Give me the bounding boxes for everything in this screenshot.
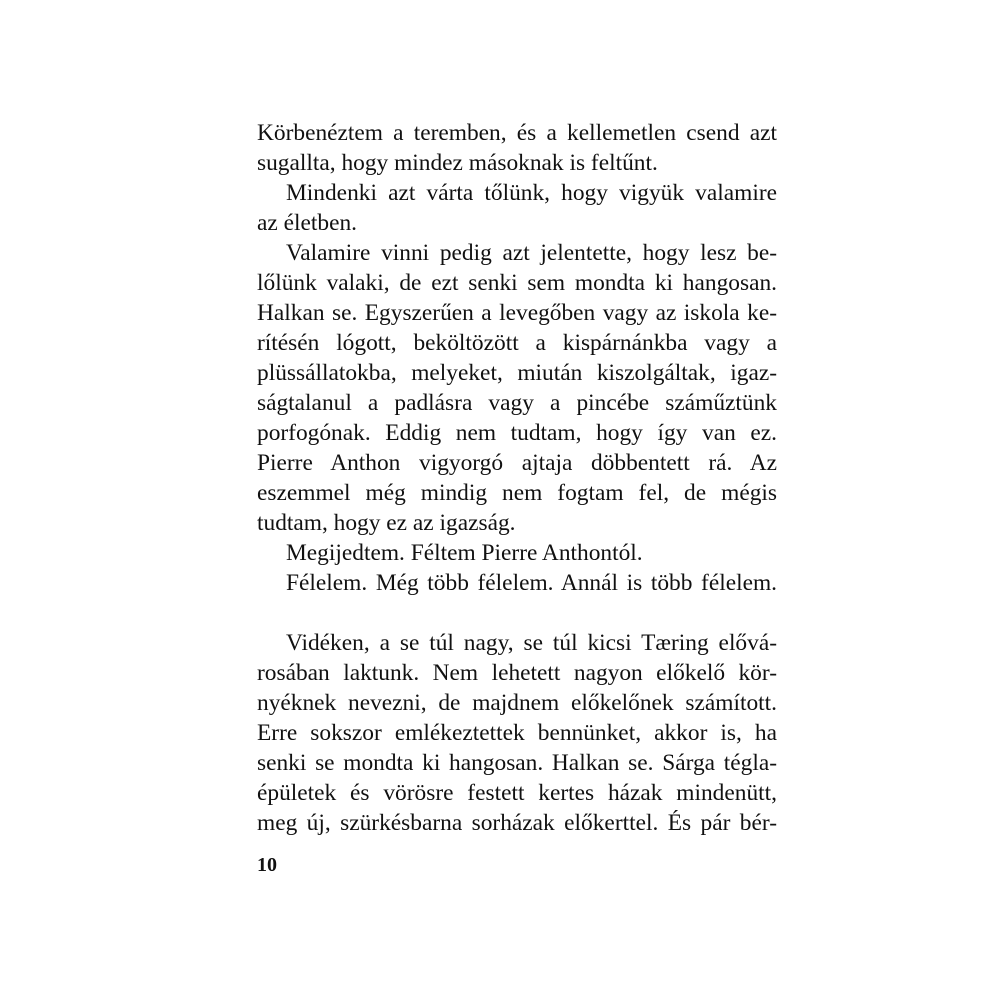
text-line: rítésén lógott, beköltözött a kispárnánkba vagy a xyxy=(257,330,777,356)
text-line: az életben. xyxy=(257,210,357,236)
text-line: Erre sokszor emlékeztettek bennünket, akkor is, ha xyxy=(257,720,777,746)
text-line: Megijedtem. Féltem Pierre Anthontól. xyxy=(286,540,643,566)
text-line: Valamire vinni pedig azt jelentette, hogy lesz be- xyxy=(286,240,777,266)
text-line: épületek és vörösre festett kertes házak mindenütt, xyxy=(257,780,777,806)
text-line: nyéknek nevezni, de majdnem előkelőnek számított. xyxy=(257,690,777,716)
text-line: tudtam, hogy ez az igazság. xyxy=(257,510,516,536)
text-line: ságtalanul a padlásra vagy a pincébe száműztünk xyxy=(257,390,777,416)
text-line: Vidéken, a se túl nagy, se túl kicsi Tæring elővá- xyxy=(286,630,777,656)
text-line: rosában laktunk. Nem lehetett nagyon előkelő kör- xyxy=(257,660,777,686)
page-number: 10 xyxy=(257,854,277,876)
text-line: porfogónak. Eddig nem tudtam, hogy így van ez. xyxy=(257,420,777,446)
text-line: Félelem. Még több félelem. Annál is több félelem. xyxy=(286,570,777,596)
text-line: Halkan se. Egyszerűen a levegőben vagy az iskola ke- xyxy=(257,300,777,326)
text-line: Pierre Anthon vigyorgó ajtaja döbbentett rá. Az xyxy=(257,450,777,476)
text-line: eszemmel még mindig nem fogtam fel, de mégis xyxy=(257,480,777,506)
text-line: plüssállatokba, melyeket, miután kiszolgáltak, igaz- xyxy=(257,360,777,386)
text-line: lőlünk valaki, de ezt senki sem mondta ki hangosan. xyxy=(257,270,777,296)
text-line: meg új, szürkésbarna sorházak előkerttel. És pár bér- xyxy=(257,810,777,836)
text-line: Körbenéztem a teremben, és a kellemetlen csend azt xyxy=(257,120,777,146)
text-line: Mindenki azt várta tőlünk, hogy vigyük valamire xyxy=(286,180,777,206)
text-line: sugallta, hogy mindez másoknak is feltűnt. xyxy=(257,150,658,176)
text-line: senki se mondta ki hangosan. Halkan se. Sárga tégla- xyxy=(257,750,777,776)
